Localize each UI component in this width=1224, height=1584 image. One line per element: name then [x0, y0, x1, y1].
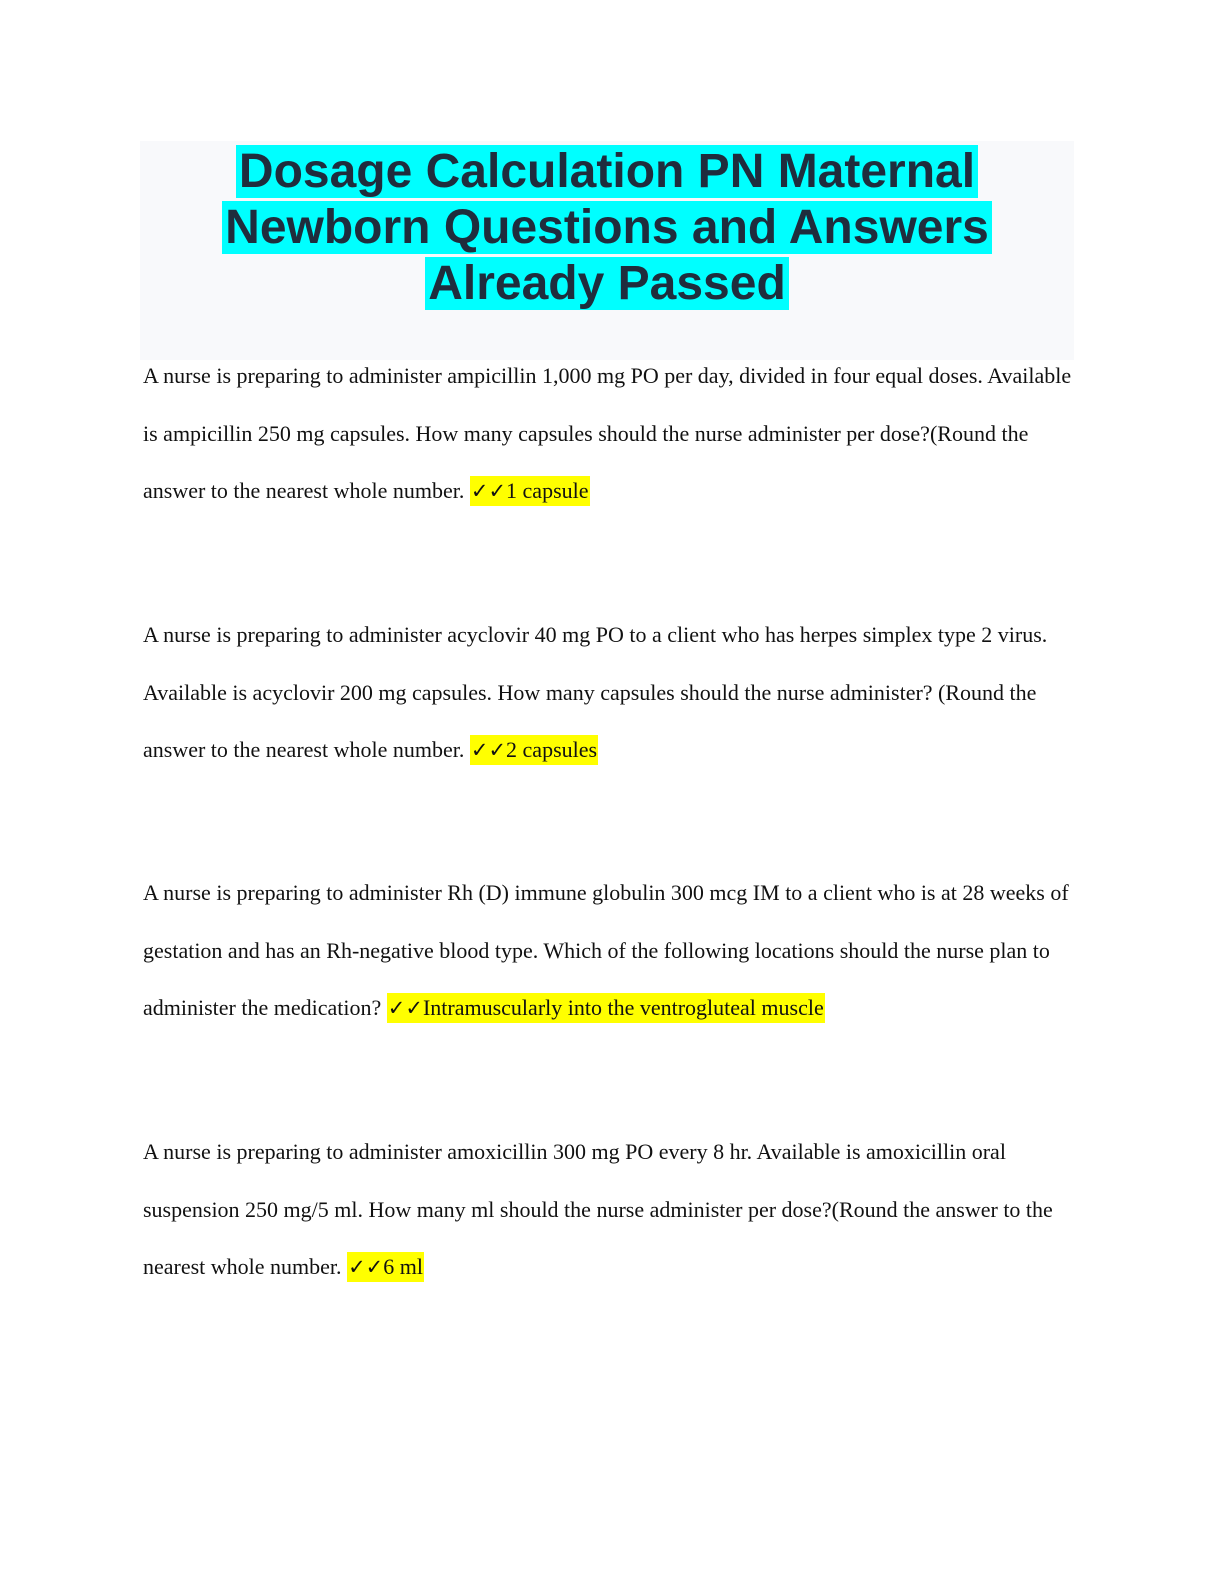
question-2	[143, 606, 1083, 780]
question-text: A nurse is preparing to administer Rh (D) immune globulin 300 mcg IM to a client who is at 28 weeks of gestation and has an Rh-negative blood type. Which of the following locations should the nurse plan to administer the medication?	[143, 880, 1069, 1020]
check-mark-icon: ✓✓	[470, 738, 507, 762]
question-text: A nurse is preparing to administer ampicillin 1,000 mg PO per day, divided in four equal doses. Available is ampicillin 250 mg capsules. How many capsules should the nurse administer per dose?(Round the answer to the nearest whole number.	[143, 363, 1072, 503]
title-line-3: Already Passed	[423, 256, 791, 312]
check-mark-icon: ✓✓	[387, 996, 423, 1020]
title-line-1: Dosage Calculation PN Maternal	[234, 144, 980, 200]
title-block	[140, 141, 1074, 360]
question-3	[143, 864, 1083, 1038]
title-line-2: Newborn Questions and Answers	[220, 200, 994, 256]
answer-text: 2 capsules	[506, 737, 598, 762]
answer-highlight	[470, 476, 590, 506]
check-mark-icon: ✓✓	[470, 479, 507, 503]
document-title	[140, 144, 1074, 312]
answer-text: 1 capsule	[506, 478, 589, 503]
answer-highlight	[470, 735, 598, 765]
question-text: A nurse is preparing to administer acyclovir 40 mg PO to a client who has herpes simplex type 2 virus. Available is acyclovir 200 mg capsules. How many capsules should the nurse administer? (Round the answer to the nearest whole number.	[143, 622, 1048, 762]
question-text: A nurse is preparing to administer amoxicillin 300 mg PO every 8 hr. Available is amoxicillin oral suspension 250 mg/5 ml. How many ml should the nurse administer per dose?(Round the answer to the nearest whole number.	[143, 1139, 1053, 1279]
answer-highlight	[347, 1252, 424, 1282]
answer-text: Intramuscularly into the ventrogluteal muscle	[422, 995, 824, 1020]
answer-highlight	[387, 993, 825, 1023]
answer-text: 6 ml	[383, 1254, 423, 1279]
question-4	[143, 1123, 1083, 1297]
check-mark-icon: ✓✓	[348, 1255, 384, 1279]
question-1	[143, 347, 1083, 521]
